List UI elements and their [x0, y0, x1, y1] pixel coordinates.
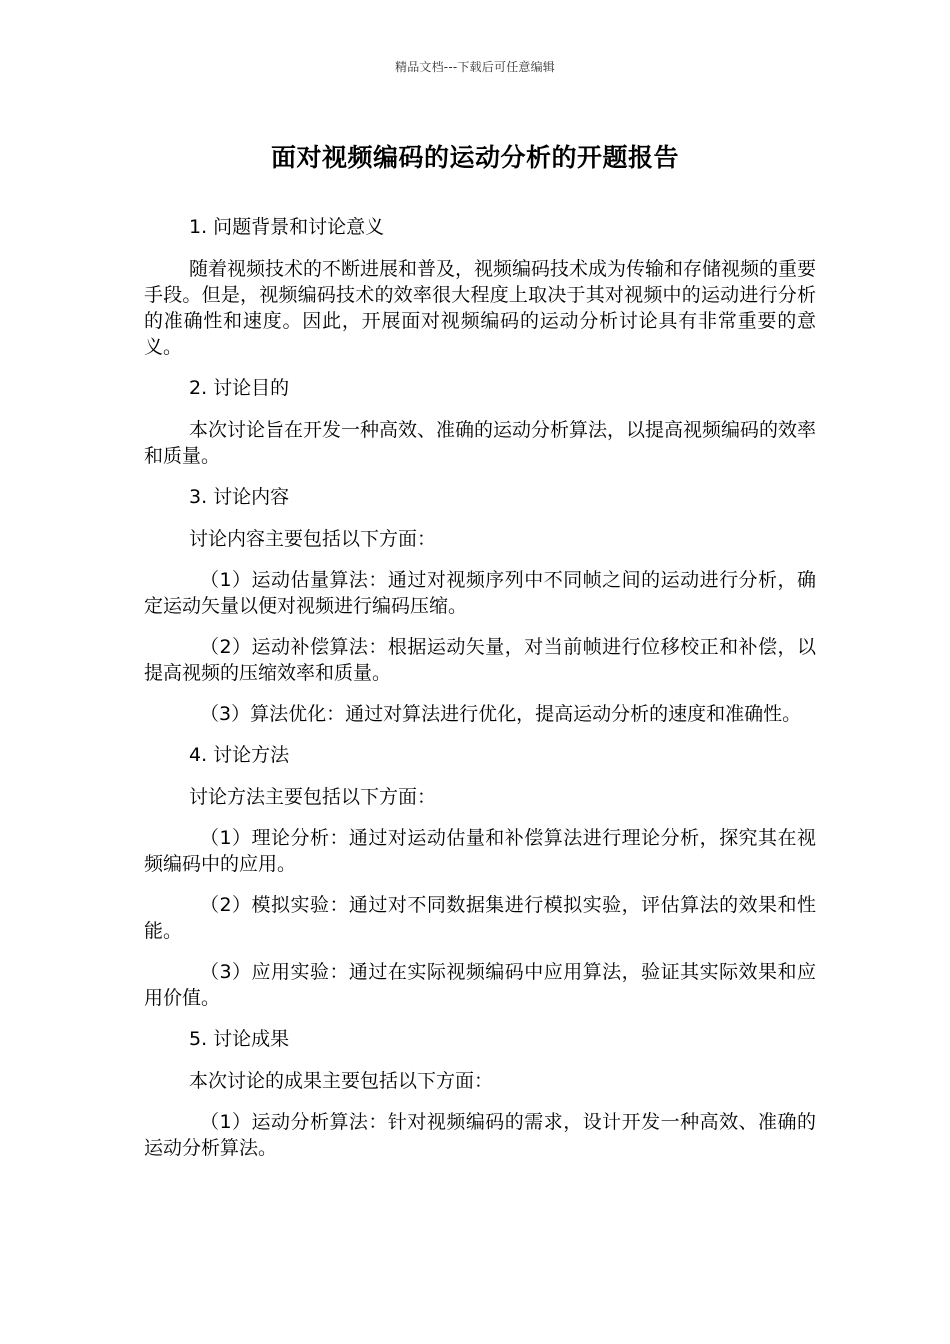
section-heading-2: 2. 讨论目的: [189, 377, 290, 399]
list-item: （2）运动补偿算法：根据运动矢量，对当前帧进行位移校正和补偿，以提高视频的压缩效率和质量。: [144, 636, 816, 684]
header-watermark: 精品文档---下载后可任意编辑: [395, 60, 555, 74]
section-paragraph-2: 本次讨论旨在开发一种高效、准确的运动分析算法，以提高视频编码的效率和质量。: [144, 419, 817, 467]
document-body: [144, 214, 816, 1176]
list-item: （3）算法优化：通过对算法进行优化，提高运动分析的速度和准确性。: [200, 703, 802, 725]
section-intro-3: 讨论内容主要包括以下方面：: [189, 528, 437, 550]
section-intro-4: 讨论方法主要包括以下方面：: [189, 786, 437, 808]
page-title: 面对视频编码的运动分析的开题报告: [270, 143, 679, 172]
section-heading-4: 4. 讨论方法: [189, 744, 290, 766]
section-intro-5: 本次讨论的成果主要包括以下方面：: [189, 1070, 494, 1092]
list-item: （2）模拟实验：通过对不同数据集进行模拟实验，评估算法的效果和性能。: [144, 894, 816, 942]
list-item: （1）运动估量算法：通过对视频序列中不同帧之间的运动进行分析，确定运动矢量以便对视频进行编码压缩。: [144, 569, 816, 617]
list-item: （3）应用实验：通过在实际视频编码中应用算法，验证其实际效果和应用价值。: [144, 961, 816, 1009]
section-paragraph-1: 随着视频技术的不断进展和普及，视频编码技术成为传输和存储视频的重要手段。但是，视频编码技术的效率很大程度上取决于其对视频中的运动进行分析的准确性和速度。因此，开展面对视频编码的运动分析讨论具有非常重要的意义。: [144, 258, 817, 358]
list-item: （1）运动分析算法：针对视频编码的需求，设计开发一种高效、准确的运动分析算法。: [144, 1111, 816, 1159]
section-heading-3: 3. 讨论内容: [189, 486, 290, 508]
section-heading-1: 1. 问题背景和讨论意义: [189, 216, 385, 238]
section-heading-5: 5. 讨论成果: [189, 1028, 290, 1050]
list-item: （1）理论分析：通过对运动估量和补偿算法进行理论分析，探究其在视频编码中的应用。: [144, 827, 816, 875]
